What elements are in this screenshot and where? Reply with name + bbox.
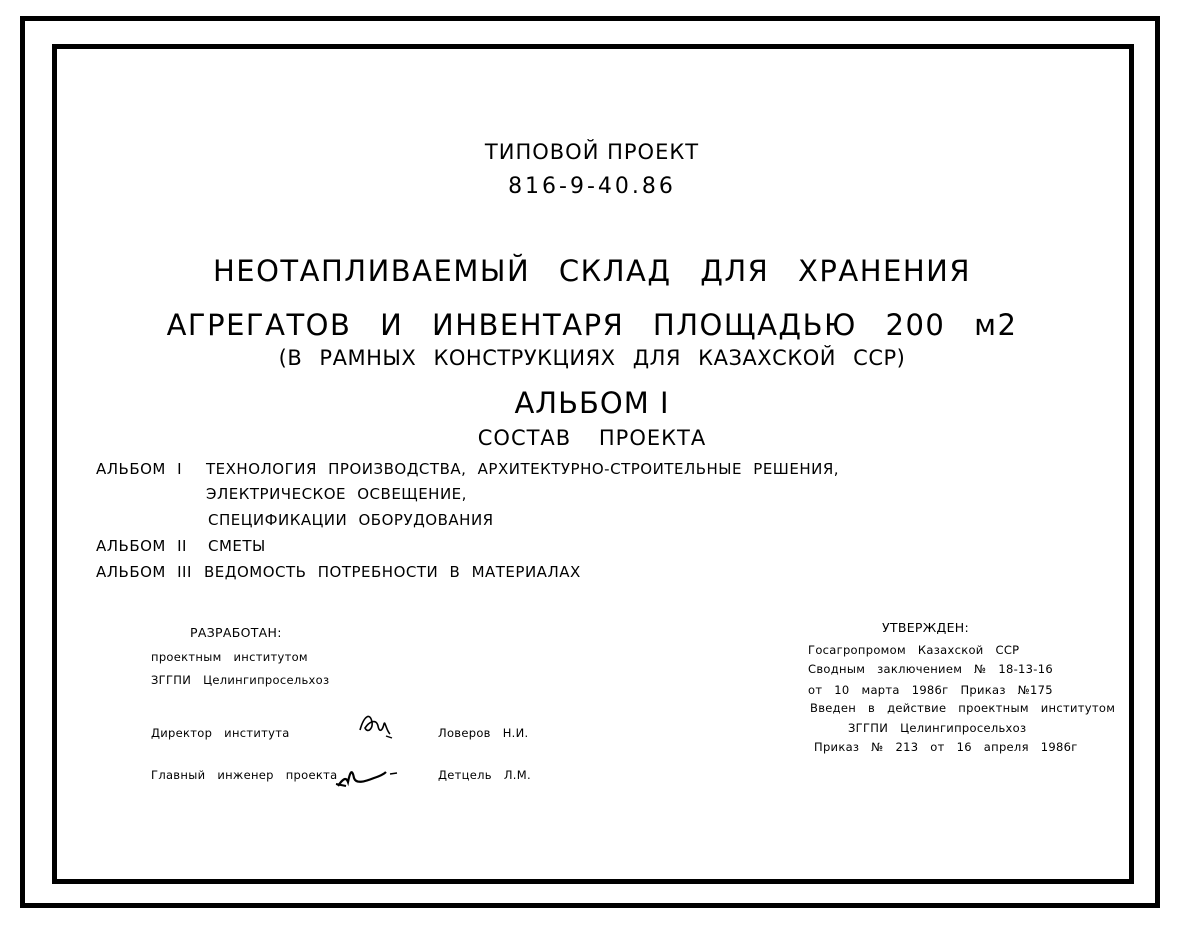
composition-line-1-3: СПЕЦИФИКАЦИИ ОБОРУДОВАНИЯ — [208, 511, 494, 529]
engineer-signature — [334, 762, 400, 790]
approved-title: УТВЕРЖДЕН: — [882, 620, 970, 635]
composition-line-1-2: ЭЛЕКТРИЧЕСКОЕ ОСВЕЩЕНИЕ, — [206, 485, 467, 503]
developed-title: РАЗРАБОТАН: — [190, 625, 282, 640]
project-type: ТИПОВОЙ ПРОЕКТ — [484, 140, 700, 164]
composition-title: СОСТАВ ПРОЕКТА — [477, 426, 707, 450]
approved-line-3: от 10 марта 1986г Приказ №175 — [808, 683, 1053, 697]
composition-label-1: АЛЬБОМ I — [96, 460, 183, 478]
composition-line-2-1: СМЕТЫ — [208, 537, 266, 555]
developed-line-1: проектным институтом — [151, 650, 308, 664]
composition-label-3: АЛЬБОМ III — [96, 563, 192, 581]
approved-line-2: Сводным заключением № 18-13-16 — [808, 662, 1053, 676]
approved-line-4: Введен в действие проектным институтом — [810, 701, 1116, 715]
project-code: 816-9-40.86 — [508, 174, 676, 199]
album-name: АЛЬБОМ I — [514, 386, 670, 420]
title-line-2: АГРЕГАТОВ И ИНВЕНТАРЯ ПЛОЩАДЬЮ 200 м2 — [166, 308, 1018, 342]
director-signature — [356, 708, 396, 742]
approved-line-6: Приказ № 213 от 16 апреля 1986г — [814, 740, 1078, 754]
approved-line-5: ЗГГПИ Целингипросельхоз — [848, 721, 1027, 735]
composition-label-2: АЛЬБОМ II — [96, 537, 187, 555]
title-line-3: (В РАМНЫХ КОНСТРУКЦИЯХ ДЛЯ КАЗАХСКОЙ ССР) — [278, 346, 906, 370]
composition-line-1-1: ТЕХНОЛОГИЯ ПРОИЗВОДСТВА, АРХИТЕКТУРНО-СТРОИТЕЛЬНЫЕ РЕШЕНИЯ, — [206, 460, 840, 478]
engineer-name: Детцель Л.М. — [438, 768, 531, 782]
composition-line-3-1: ВЕДОМОСТЬ ПОТРЕБНОСТИ В МАТЕРИАЛАХ — [204, 563, 581, 581]
engineer-role: Главный инженер проекта — [151, 768, 338, 782]
director-name: Ловеров Н.И. — [438, 726, 529, 740]
developed-line-2: ЗГГПИ Целингипросельхоз — [151, 673, 330, 687]
director-role: Директор института — [151, 726, 290, 740]
approved-line-1: Госагропромом Казахской ССР — [808, 643, 1020, 657]
title-line-1: НЕОТАПЛИВАЕМЫЙ СКЛАД ДЛЯ ХРАНЕНИЯ — [212, 254, 972, 288]
